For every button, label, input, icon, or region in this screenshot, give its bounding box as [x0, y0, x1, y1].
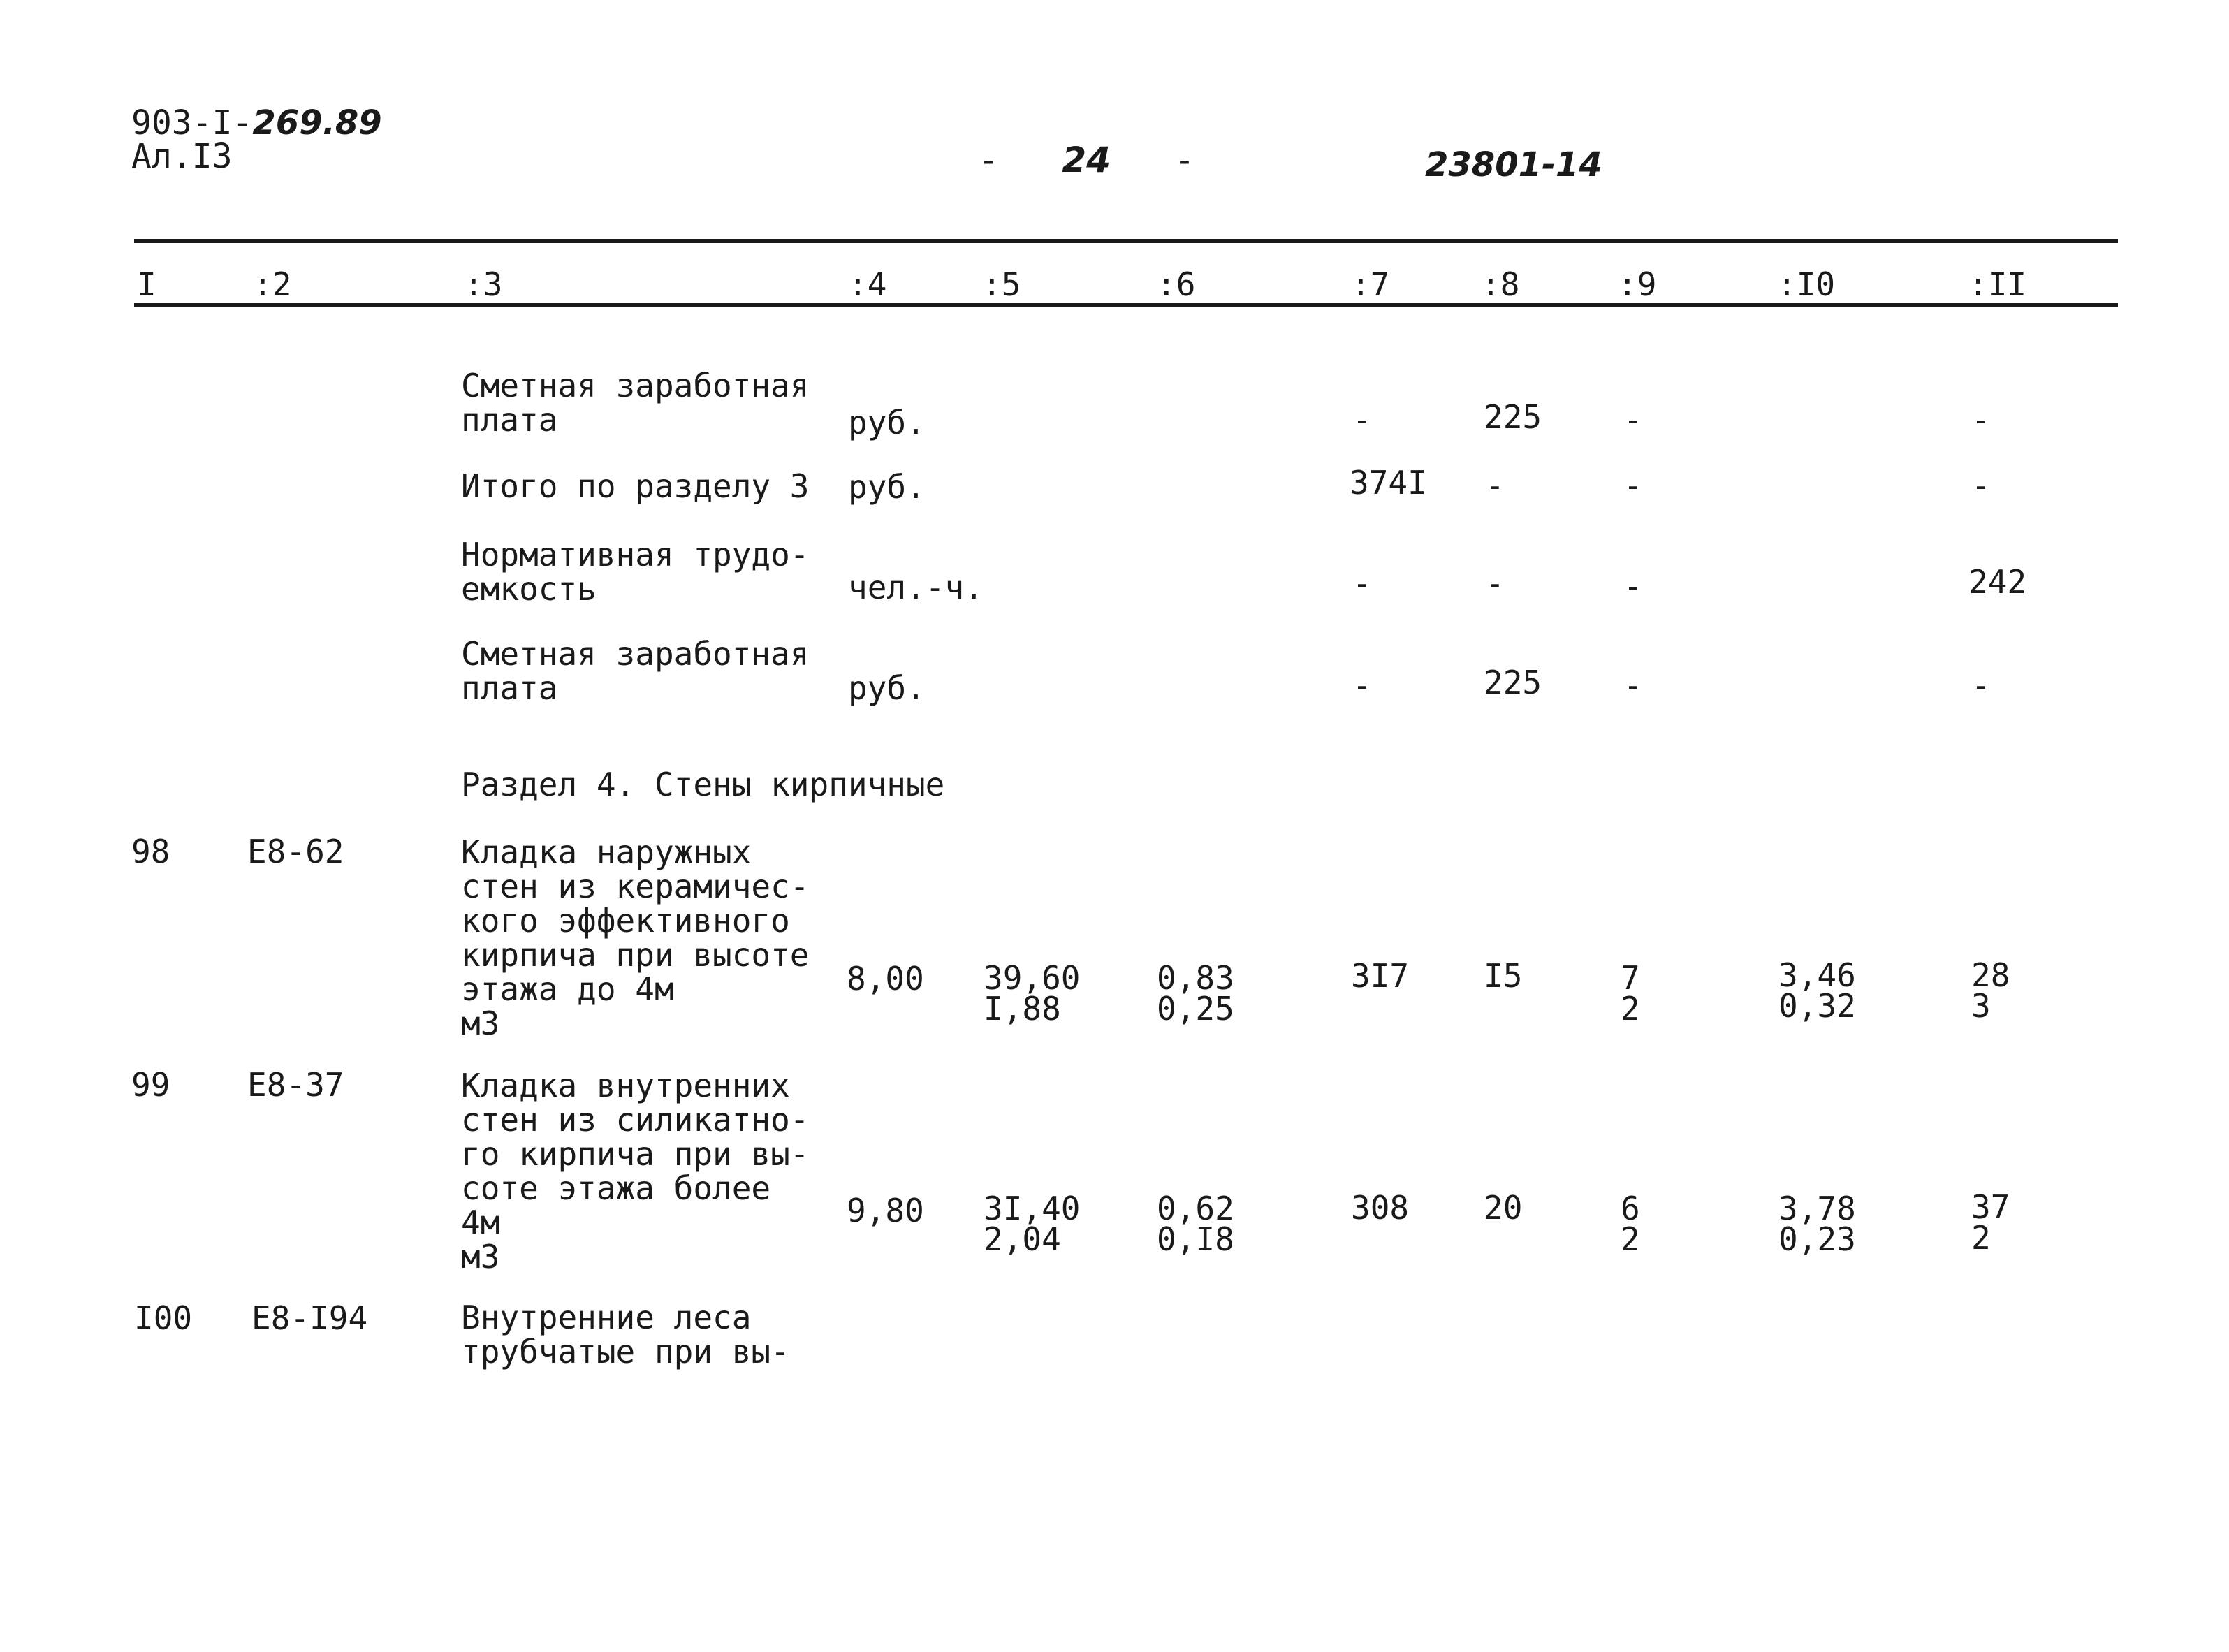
row-description: Кладка внутренних стен из силикатно- го кирпича при вы- соте этажа более 4м м3	[461, 1067, 810, 1275]
row-col6: 0,62 0,I8	[1157, 1190, 1234, 1258]
table-top-rule	[134, 239, 2118, 243]
row-col8: 20	[1484, 1189, 1523, 1227]
row-col7: 374I	[1350, 464, 1427, 502]
row-col7: -	[1352, 564, 1372, 602]
row-code: Е8-I94	[251, 1299, 368, 1337]
row-col9: -	[1623, 467, 1643, 504]
row-col7: 308	[1351, 1189, 1410, 1227]
row-col5: 39,60 I,88	[984, 959, 1081, 1028]
row-unit: руб.	[848, 404, 926, 441]
col-header-5: :5	[982, 265, 1021, 303]
row-col8: -	[1485, 564, 1505, 602]
page-dash-left: -	[978, 140, 1000, 180]
row-col9: 7 2	[1621, 959, 1640, 1028]
row-col11: -	[1971, 401, 1991, 439]
row-code: Е8-37	[247, 1066, 344, 1104]
row-col7: 3I7	[1351, 957, 1410, 995]
row-quantity: 9,80	[847, 1192, 924, 1229]
row-col9: 6 2	[1621, 1190, 1640, 1258]
row-col8: 225	[1484, 398, 1542, 436]
table-header-rule	[134, 303, 2118, 307]
col-header-8: :8	[1481, 265, 1520, 303]
row-number: I00	[134, 1299, 193, 1337]
row-col11: 37 2	[1971, 1188, 2010, 1257]
row-col9: -	[1623, 666, 1643, 704]
row-col7: -	[1352, 666, 1372, 704]
row-col8: I5	[1484, 957, 1523, 995]
page-dash-right: -	[1174, 140, 1195, 180]
row-col8: -	[1485, 467, 1505, 504]
col-header-1: I	[137, 265, 156, 303]
col-header-10: :I0	[1777, 265, 1836, 303]
row-unit: чел.-ч.	[848, 569, 984, 606]
row-col11: -	[1971, 467, 1991, 504]
row-quantity: 8,00	[847, 960, 924, 997]
row-code: Е8-62	[247, 833, 344, 870]
page-number: 24	[1062, 140, 1111, 180]
row-description: Сметная заработная плата	[461, 367, 810, 439]
row-description: Внутренние леса трубчатые при вы-	[461, 1299, 790, 1370]
row-col8: 225	[1484, 664, 1542, 701]
row-description: Сметная заработная плата	[461, 635, 810, 707]
col-header-3: :3	[464, 265, 503, 303]
row-unit: руб.	[848, 468, 926, 506]
col-header-7: :7	[1351, 265, 1390, 303]
page-number-block	[978, 140, 1195, 180]
project-code	[131, 103, 382, 142]
row-col7: -	[1352, 401, 1372, 439]
row-col10: 3,78 0,23	[1778, 1190, 1856, 1258]
row-col9: -	[1623, 567, 1643, 605]
row-description: Кладка наружных стен из керамичес- кого эффективного кирпича при высоте этажа до 4м м3	[461, 833, 810, 1042]
project-code-prefix: 903-I-	[131, 103, 253, 142]
col-header-6: :6	[1157, 265, 1196, 303]
row-col11: 28 3	[1971, 956, 2010, 1025]
col-header-2: :2	[253, 265, 292, 303]
row-number: 98	[131, 833, 170, 870]
row-col11: -	[1971, 666, 1991, 704]
col-header-4: :4	[848, 265, 887, 303]
col-header-9: :9	[1618, 265, 1657, 303]
sheet-label: Ал.I3	[131, 137, 233, 176]
document-number: 23801-14	[1425, 145, 1602, 184]
row-description: Нормативная трудо- емкость	[461, 536, 810, 608]
row-col11: 242	[1968, 563, 2027, 601]
section-title: Раздел 4. Стены кирпичные	[461, 766, 945, 803]
row-col6: 0,83 0,25	[1157, 959, 1234, 1028]
row-col5: 3I,40 2,04	[984, 1190, 1081, 1258]
row-unit: руб.	[848, 669, 926, 707]
row-col9: -	[1623, 401, 1643, 439]
project-code-handwritten: 269.89	[252, 103, 382, 142]
row-col10: 3,46 0,32	[1778, 956, 1856, 1025]
row-description: Итого по разделу 3	[461, 467, 810, 505]
row-number: 99	[131, 1066, 170, 1104]
col-header-11: :II	[1968, 265, 2027, 303]
